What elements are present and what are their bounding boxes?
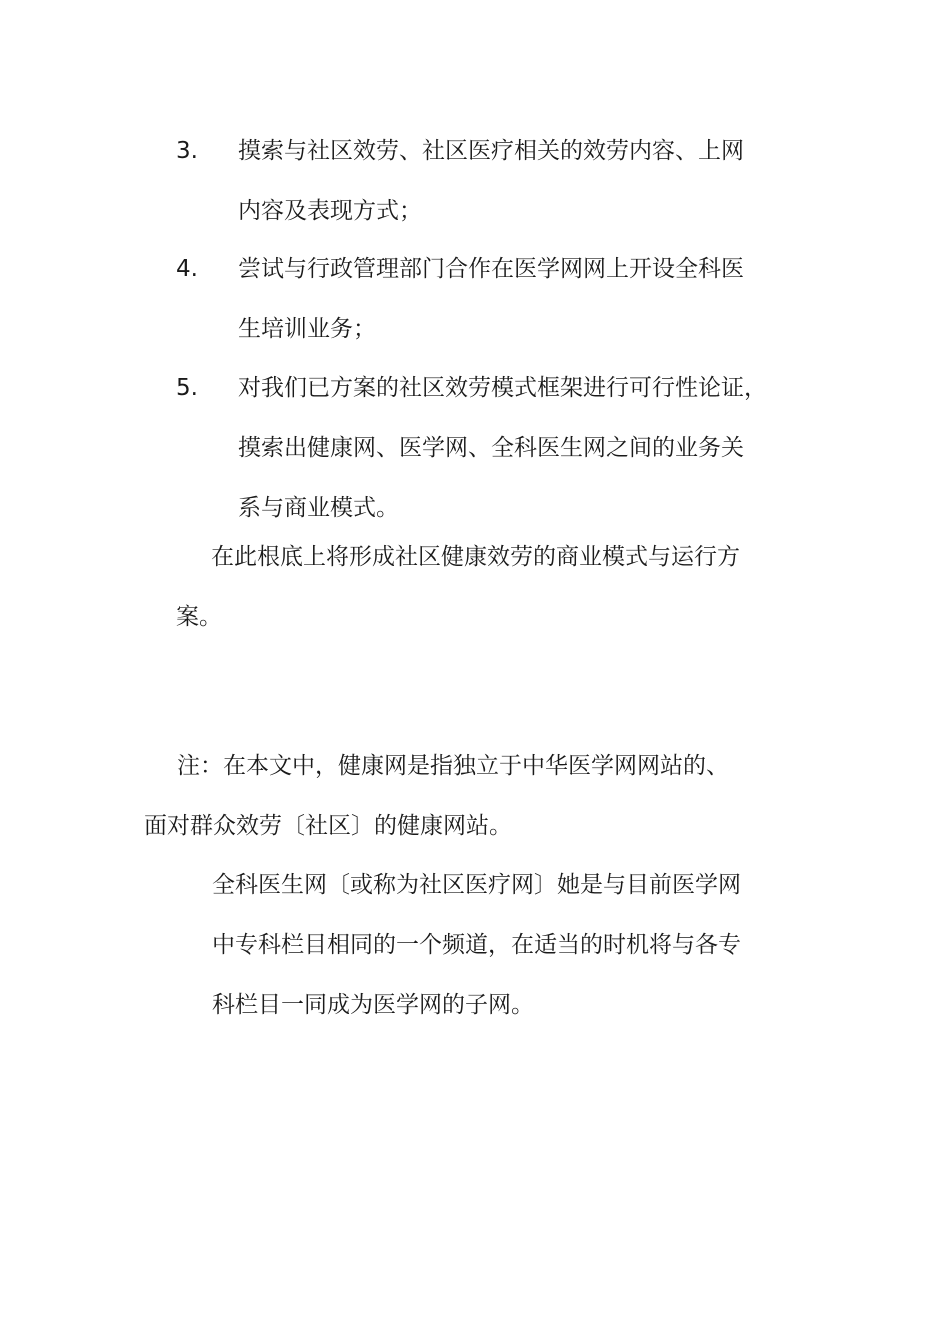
text-line: 生培训业务； [238,316,376,342]
list-number: 4. [176,256,198,282]
text-line: 中专科栏目相同的一个频道，在适当的时机将与各专 [212,932,741,958]
text-line: 系与商业模式。 [238,495,399,521]
note-paragraph [144,736,729,856]
note2-paragraph [212,855,741,1035]
text-line: 面对群众效劳〔社区〕的健康网站。 [144,813,512,839]
list-item-text [238,239,808,359]
list-number: 3. [176,138,198,164]
text-line: 科栏目一同成为医学网的子网。 [212,992,534,1018]
text-line: 在此根底上将形成社区健康效劳的商业模式与运行方 [211,544,740,570]
text-line: 案。 [176,604,222,630]
text-line: 摸索出健康网、医学网、全科医生网之间的业务关 [238,435,744,461]
text-line: 尝试与行政管理部门合作在医学网网上开设全科医 [238,256,744,282]
text-line: 注：在本文中，健康网是指独立于中华医学网网站的、 [177,753,729,779]
text-line: 内容及表现方式； [238,198,422,224]
list-item-text [238,358,808,538]
summary-paragraph [176,527,740,647]
text-line: 摸索与社区效劳、社区医疗相关的效劳内容、上网 [238,138,744,164]
text-line: 对我们已方案的社区效劳模式框架进行可行性论证， [238,375,767,401]
list-item-text [238,121,808,241]
text-line: 全科医生网〔或称为社区医疗网〕她是与目前医学网 [212,872,741,898]
list-number: 5. [176,375,198,401]
